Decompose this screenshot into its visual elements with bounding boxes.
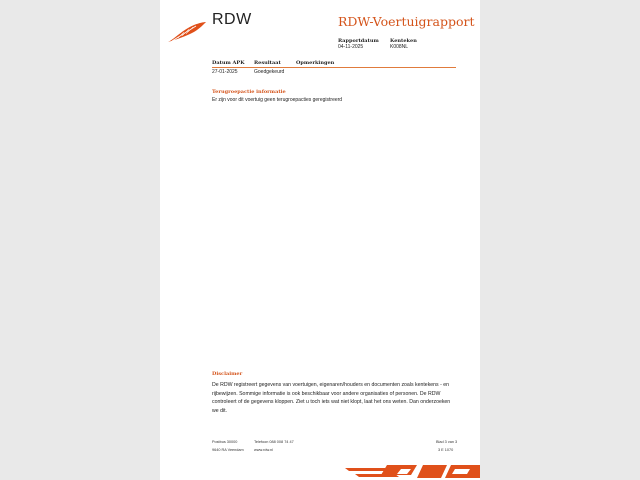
disclaimer-heading: Disclaimer <box>212 371 243 377</box>
apk-date-header: Datum APK <box>212 60 245 66</box>
apk-remarks-header: Opmerkingen <box>296 60 335 66</box>
footer-page-number: Blad 3 van 3 <box>436 440 458 444</box>
disclaimer-line: De RDW registreert gegevens van voertuigen, eigenaren/houders en documenten zoals kentekens - en <box>212 382 450 388</box>
plate-value: K008NL <box>390 44 409 50</box>
report-title: RDW-Voertuigrapport <box>338 14 475 29</box>
footer-phone: Telefoon 088 008 74 47 <box>254 440 294 444</box>
disclaimer-text <box>212 381 456 415</box>
plate-label: Kenteken <box>390 38 417 44</box>
footer-code: 3 E 1070 <box>438 448 454 452</box>
table-header-divider <box>212 67 456 68</box>
footer-postbus: Postbus 30000 <box>212 440 238 444</box>
footer-city: 9640 RA Veendam <box>212 448 244 452</box>
apk-date-value: 27-01-2025 <box>212 69 238 75</box>
decorative-stripes-icon <box>345 462 480 480</box>
apk-result-header: Resultaat <box>254 60 281 66</box>
report-page <box>160 0 480 480</box>
rdw-feather-logo-icon <box>166 20 208 44</box>
apk-result-value: Goedgekeurd <box>254 69 285 75</box>
disclaimer-line: we dit. <box>212 407 227 414</box>
recall-text: Er zijn voor dit voertuig geen terugroepacties geregistreerd <box>212 97 343 103</box>
brand-name: RDW <box>212 11 252 28</box>
disclaimer-line: controleert of de gegevens kloppen. Ziet u toch iets wat niet klopt, laat het ons weten. Dan onderzoeken <box>212 399 451 406</box>
report-date-label: Rapportdatum <box>338 38 379 44</box>
report-date-value: 04-11-2025 <box>338 44 364 50</box>
footer-web: www.rdw.nl <box>254 448 273 452</box>
disclaimer-line: rijbewijzen. Sommige informatie is ook beschikbaar voor andere organisaties of personen. De RDW <box>212 390 441 397</box>
recall-heading: Terugroepactie informatie <box>212 89 286 95</box>
